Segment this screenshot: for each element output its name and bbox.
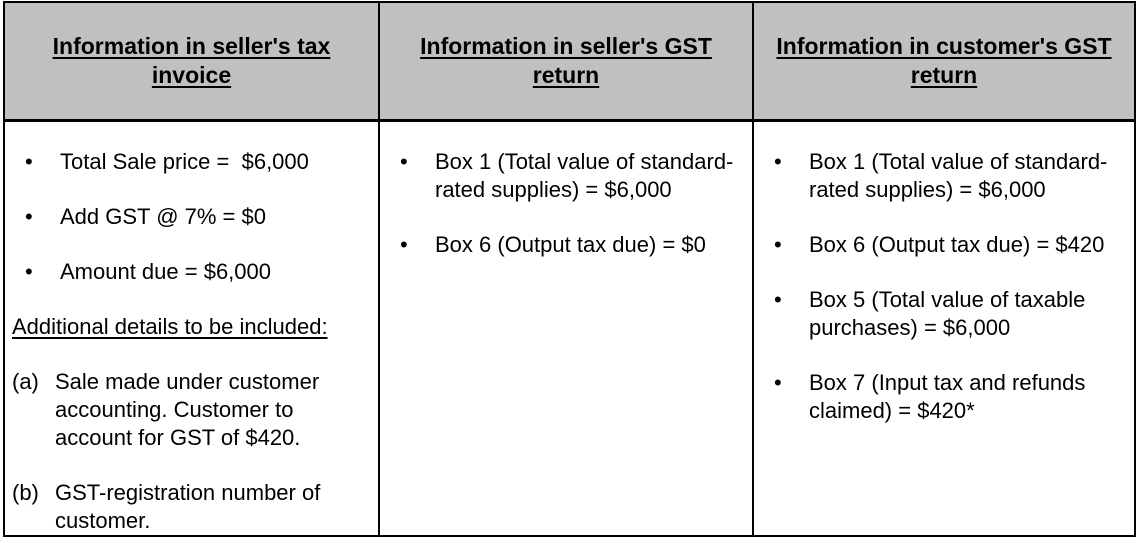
lettered-item-a xyxy=(5,368,370,452)
cell-seller-tax-invoice xyxy=(5,122,380,535)
bullet-icon: • xyxy=(774,370,782,395)
bullet-icon: • xyxy=(25,259,33,284)
lettered-item-b xyxy=(5,479,370,535)
additional-details-heading: Additional details to be included: xyxy=(12,314,328,339)
bullet-icon: • xyxy=(774,232,782,257)
lettered-item-text: Sale made under customer accounting. Customer to account for GST of $420. xyxy=(55,369,326,450)
bullet-item xyxy=(5,258,370,286)
bullet-icon: • xyxy=(774,287,782,312)
bullet-item xyxy=(380,148,744,204)
header-label: Information in customer's GST return xyxy=(776,33,1112,88)
bullet-text: Box 5 (Total value of taxable purchases) = $6,000 xyxy=(809,287,1092,340)
header-label: Information in seller's tax invoice xyxy=(52,33,331,88)
bullet-item xyxy=(754,231,1126,259)
header-seller-gst-return xyxy=(380,3,754,122)
bullet-text: Add GST @ 7% = $0 xyxy=(60,204,266,229)
header-customer-gst-return xyxy=(754,3,1134,122)
bullet-item xyxy=(380,231,744,259)
header-label: Information in seller's GST return xyxy=(420,33,712,88)
gst-comparison-table xyxy=(3,1,1136,537)
bullet-text: Box 1 (Total value of standard-rated supplies) = $6,000 xyxy=(809,149,1108,202)
bullet-icon: • xyxy=(400,149,408,174)
bullet-text: Amount due = $6,000 xyxy=(60,259,271,284)
cell-seller-gst-return xyxy=(380,122,754,535)
lettered-item-text: GST-registration number of customer. xyxy=(55,480,327,533)
header-seller-tax-invoice xyxy=(5,3,380,122)
lettered-item-label: (a) xyxy=(12,369,39,394)
bullet-text: Box 7 (Input tax and refunds claimed) = $420* xyxy=(809,370,1092,423)
bullet-icon: • xyxy=(25,204,33,229)
bullet-icon: • xyxy=(25,149,33,174)
bullet-text: Box 6 (Output tax due) = $0 xyxy=(435,232,706,257)
bullet-item xyxy=(754,148,1126,204)
bullet-item xyxy=(5,203,370,231)
bullet-text: Total Sale price = $6,000 xyxy=(60,149,309,174)
bullet-icon: • xyxy=(774,149,782,174)
bullet-item xyxy=(5,148,370,176)
bullet-item xyxy=(754,286,1126,342)
bullet-text: Box 6 (Output tax due) = $420 xyxy=(809,232,1105,257)
bullet-text: Box 1 (Total value of standard-rated supplies) = $6,000 xyxy=(435,149,734,202)
lettered-item-label: (b) xyxy=(12,480,39,505)
bullet-icon: • xyxy=(400,232,408,257)
bullet-item xyxy=(754,369,1126,425)
cell-customer-gst-return xyxy=(754,122,1134,535)
